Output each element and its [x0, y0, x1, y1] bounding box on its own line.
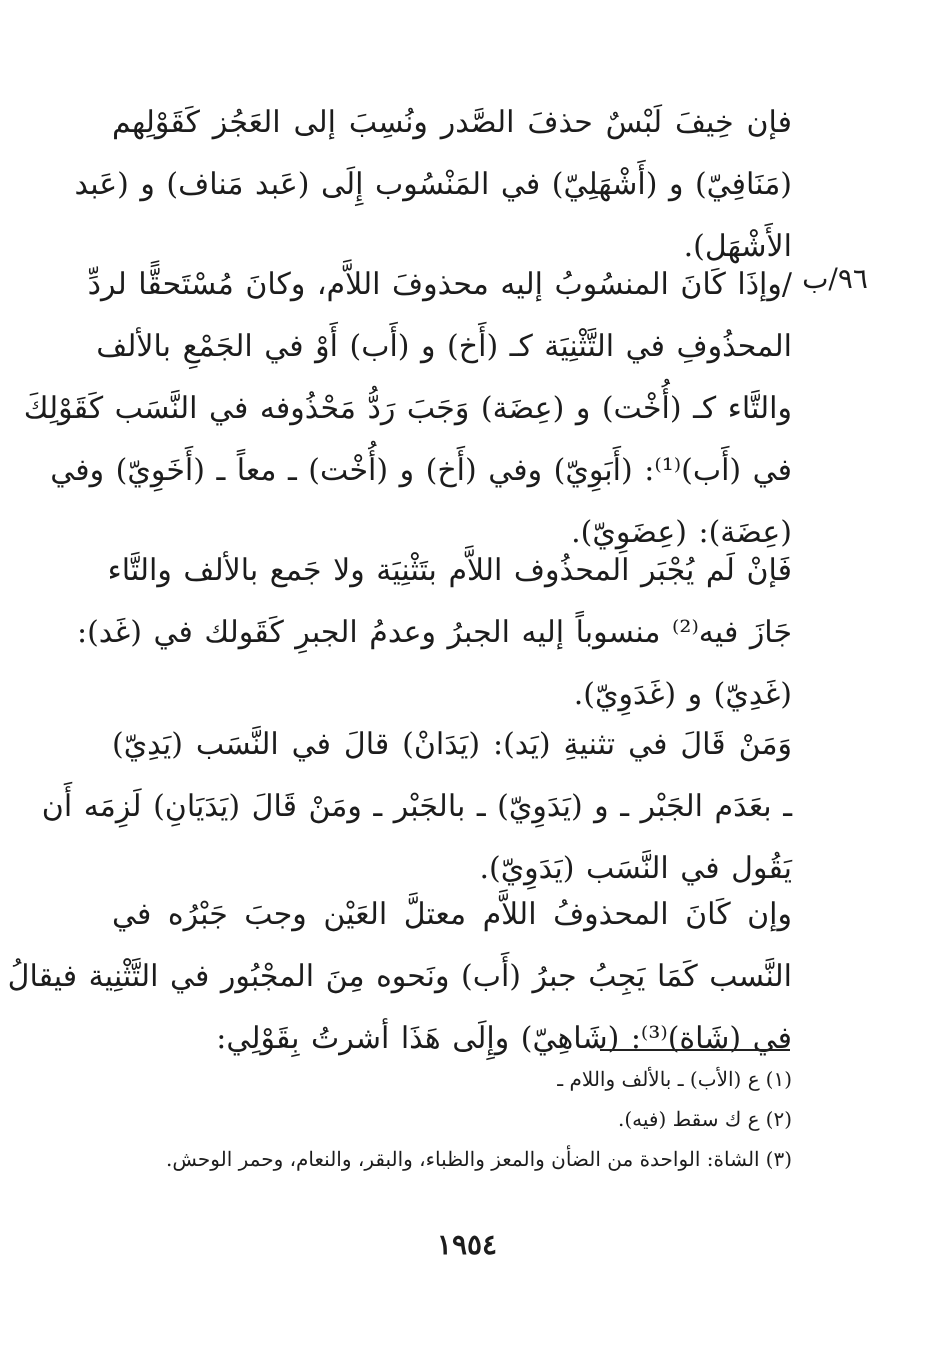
footnote-number: (٢) [765, 1107, 792, 1131]
text-line: (مَنَافِيّ) و (أَشْهَلِيّ) في المَنْسُوب إِلَى (عَبد مَناف) و (عَبد [74, 167, 792, 202]
footnote-text: ع (الأب) ـ بالألف واللام ـ [557, 1067, 760, 1091]
text-line: والتَّاء كـ (أُخْت) و (عِضَة) وَجَبَ رَدُّ مَحْذُوفه في النَّسَب كَقَوْلِكَ [23, 391, 792, 426]
footnote-number: (٣) [765, 1147, 792, 1171]
footnote-text: الشاة: الواحدة من الضأن والمعز والظباء، والبقر، والنعام، وحمر الوحش. [166, 1147, 760, 1171]
footnote [120, 1064, 792, 1094]
text-line: وإن كَانَ المحذوفُ اللاَّم معتلَّ العَيْن وجبَ جَبْرُه في [112, 897, 792, 932]
footnote [120, 1104, 792, 1134]
text-line: وَمَنْ قَالَ في تثنيةِ (يَد): (يَدَانْ) قالَ في النَّسَب (يَدِيّ) [112, 727, 792, 762]
footnote-separator [600, 1049, 790, 1051]
margin-folio-note: ٩٦/ب [802, 262, 868, 295]
paragraph-5 [7, 884, 792, 1070]
paragraph-2 [23, 254, 792, 564]
footnote [120, 1144, 792, 1174]
page-number: ١٩٥٤ [436, 1228, 498, 1261]
text-line: فإن خِيفَ لَبْسٌ حذفَ الصَّدر ونُسِبَ إلى العَجُز كَقَوْلِهم [112, 105, 792, 140]
paragraph-1 [74, 92, 792, 278]
footnote-text: ع ك سقط (فيه). [617, 1107, 760, 1131]
text-line: في (أَب)⁽¹⁾: (أَبَوِيّ) وفي (أَخ) و (أُخْت) ـ معاً ـ (أَخَوِيّ) وفي [50, 453, 792, 488]
text-line: /وإذَا كَانَ المنسُوبُ إليه محذوفَ اللاَّم، وكانَ مُسْتَحقًّا لردِّ [87, 267, 792, 302]
footnote-number: (١) [765, 1067, 792, 1091]
text-line: النَّسب كَمَا يَجِبُ جبرُ (أَب) ونَحوه مِنَ المجْبُور في التَّثْنِية فيقالُ [7, 959, 792, 994]
text-line: ـ بعَدَم الجَبْر ـ و (يَدَوِيّ) ـ بالجَبْر ـ ومَنْ قَالَ (يَدَيَانِ) لَزِمَه أَن [41, 789, 792, 824]
text-line: (عِضَة): (عِضَوِيّ). [571, 515, 792, 550]
text-line: الأَشْهَل). [683, 229, 792, 264]
text-line: في (شَاة)⁽³⁾: (شَاهِيّ) وإِلَى هَذَا أشرتُ بِقَوْلِي: [216, 1021, 792, 1056]
paragraph-4 [41, 714, 792, 900]
footnotes [120, 1064, 792, 1184]
text-line: جَازَ فيه⁽²⁾ منسوباً إليه الجبرُ وعدمُ الجبرِ كَقَولك في (غَد): [76, 615, 792, 650]
paragraph-3 [76, 540, 792, 726]
text-line: (غَدِيّ) و (غَدَوِيّ). [573, 677, 792, 712]
text-line: يَقُول في النَّسَب (يَدَوِيّ). [479, 851, 792, 886]
text-line: فَإنْ لَم يُجْبَر المحذُوف اللاَّم بتَثْنِيَة ولا جَمع بالألف والتَّاء [107, 553, 792, 588]
text-line: المحذُوفِ في التَّثْنِيَة كـ (أَخ) و (أَب) أَوْ في الجَمْعِ بالألف [96, 329, 792, 364]
